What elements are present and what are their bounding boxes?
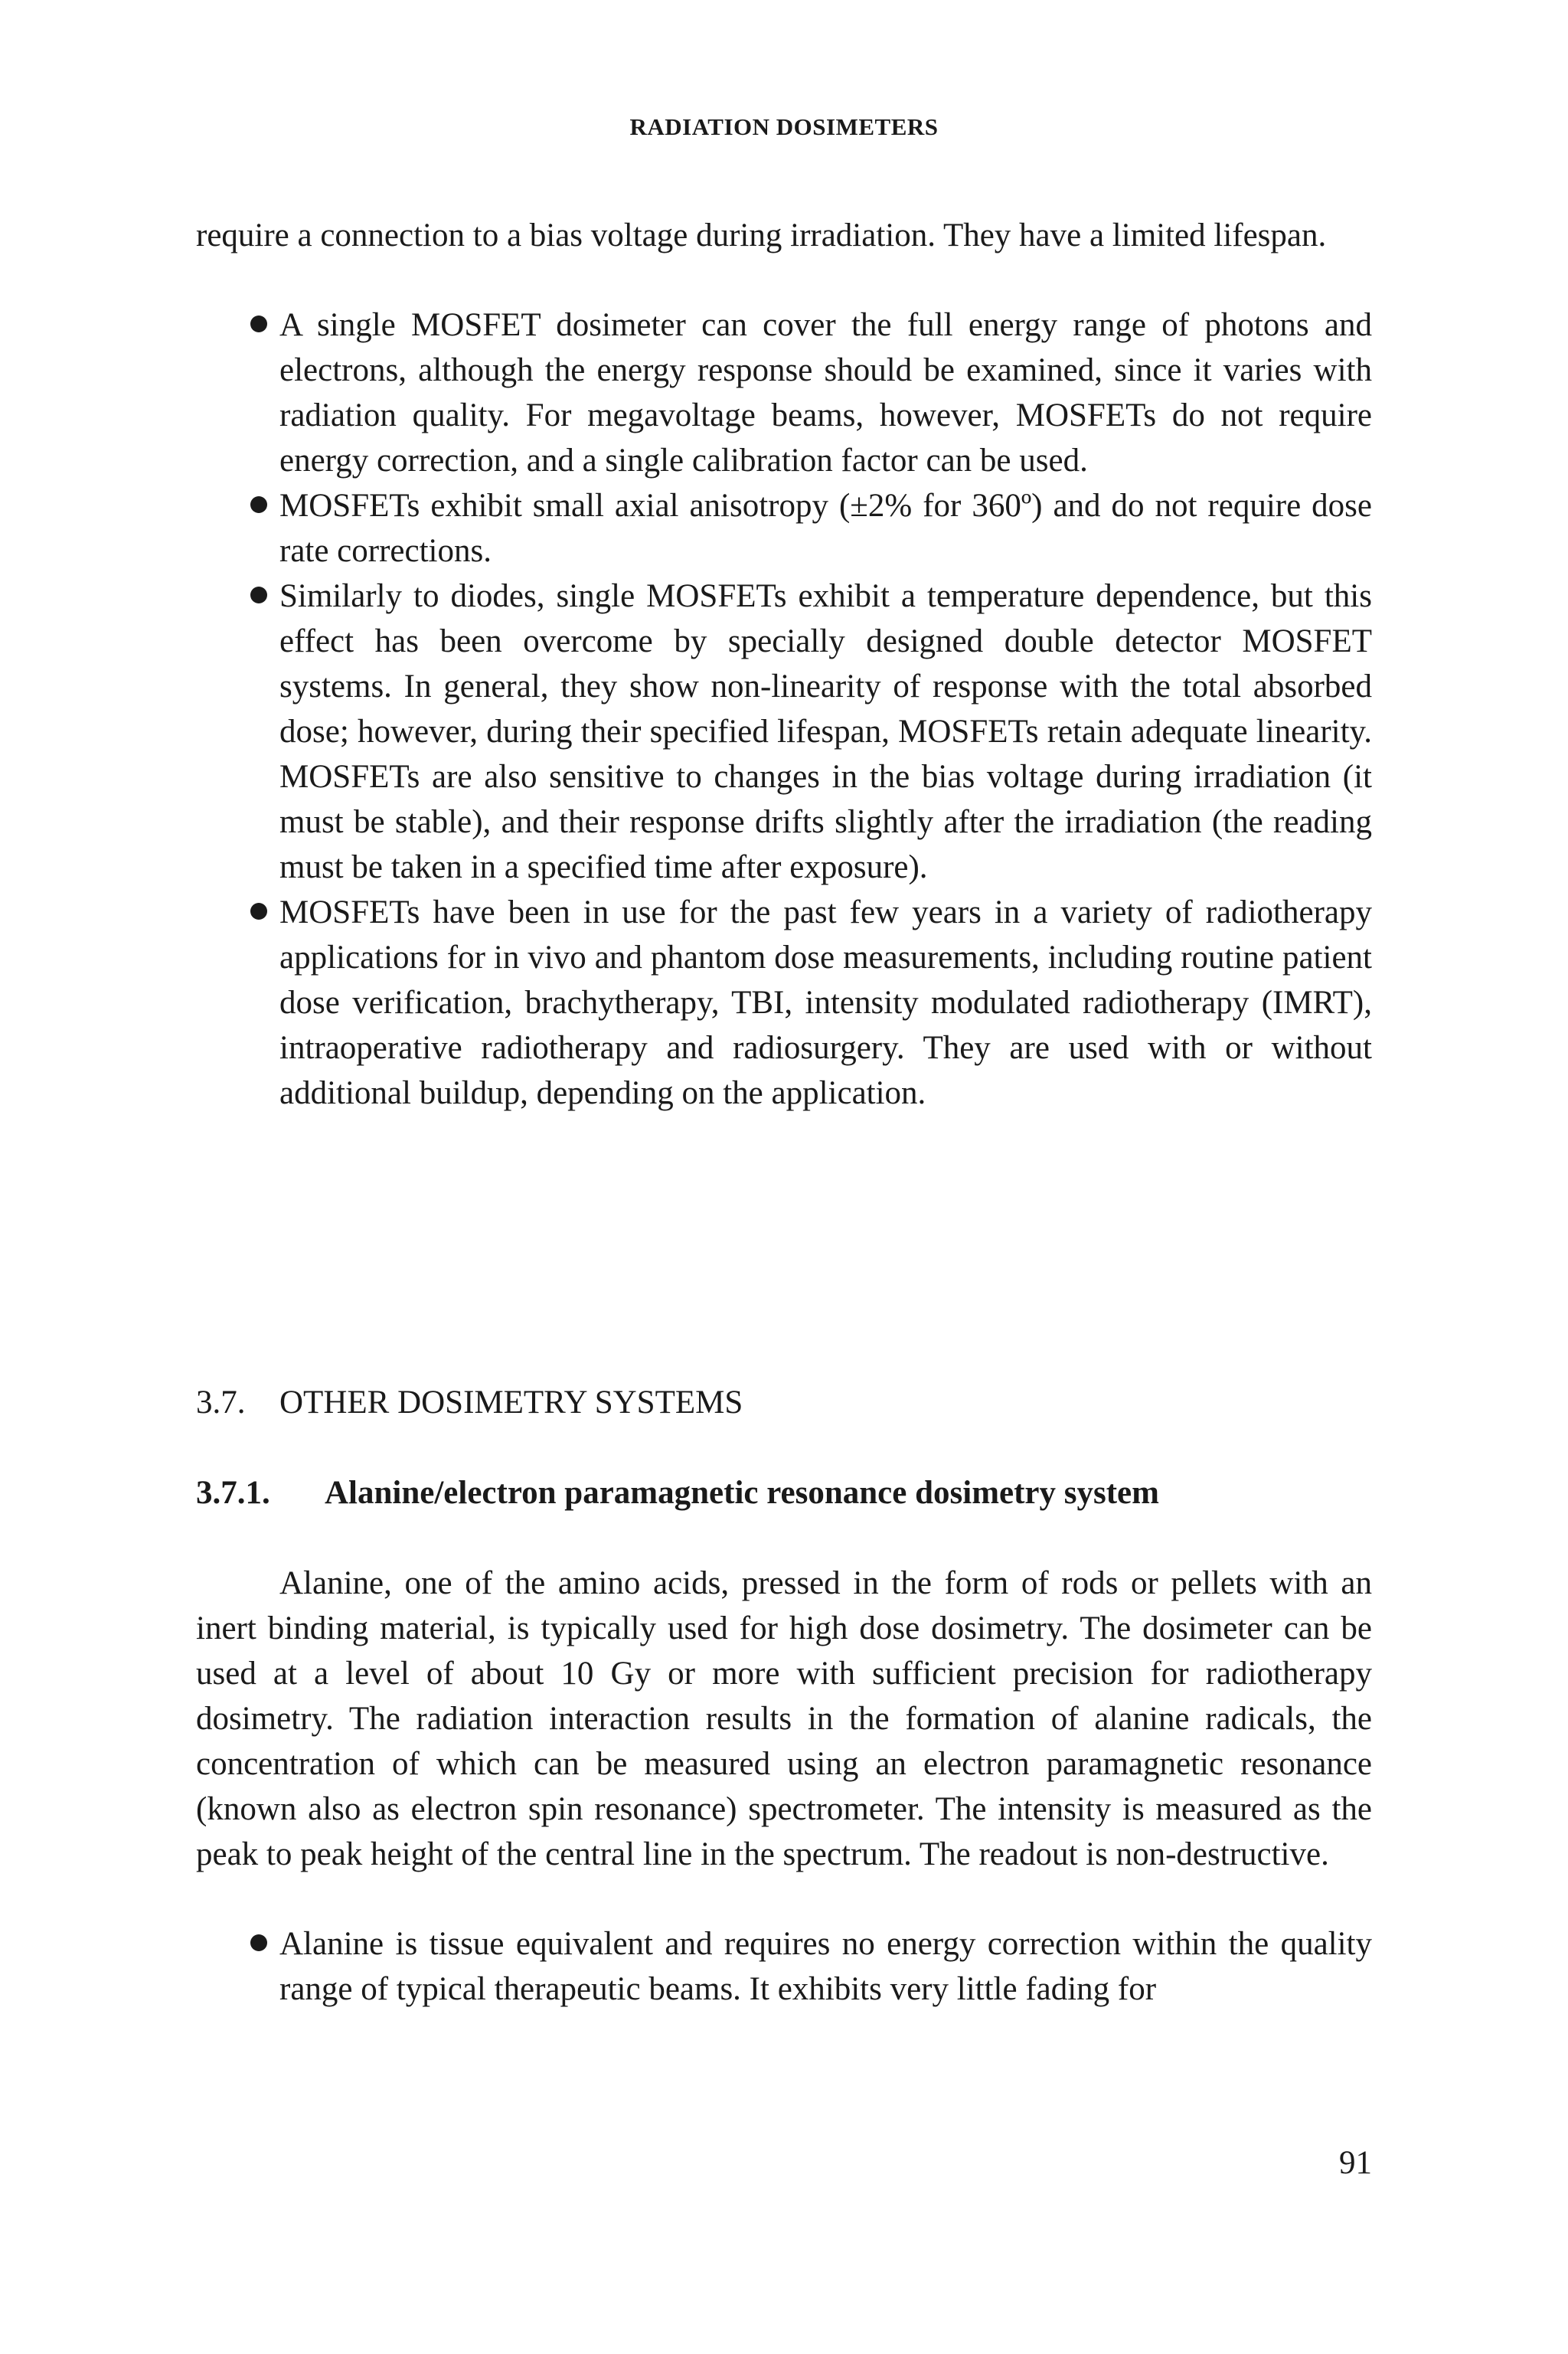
list-item	[196, 1921, 1372, 2012]
list-item	[196, 574, 1372, 890]
list-item-text: Similarly to diodes, single MOSFETs exhibit a temperature dependence, but this effect has been overcome by specially designed double detector MOSFET systems. In general, they show non-linearity of response with the total absorbed dose; however, during their specified lifespan, MOSFETs retain adequate linearity. MOSFETs are also sensitive to changes in the bias voltage during irradiation (it must be stable), and their response drifts slightly after the irradiation (the reading must be taken in a specified time after exposure).	[279, 578, 1372, 885]
list-item-text: MOSFETs have been in use for the past few years in a variety of radiotherapy applications for in vivo and phantom dose measurements, including routine patient dose verification, brachytherapy, TBI, intensity modulated radiotherapy (IMRT), intraoperative radiotherapy and radiosurgery. They are used with or without additional buildup, depending on the application.	[279, 894, 1372, 1111]
list-item	[196, 483, 1372, 574]
bullet-icon	[250, 587, 267, 603]
list-item	[196, 302, 1372, 483]
alanine-bullet-list	[196, 1921, 1372, 2012]
alanine-text-block	[196, 1561, 1372, 2012]
continuation-paragraph: require a connection to a bias voltage during irradiation. They have a limited lifespan.	[196, 217, 1327, 253]
alanine-paragraph: Alanine, one of the amino acids, pressed in the form of rods or pellets with an inert binding material, is typically used for high dose dosimetry. The dosimeter can be used at a level of about 10 Gy or more with sufficient precision for radiotherapy dosimetry. The radiation interaction results in the formation of alanine radicals, the concentration of which can be measured using an electron paramagnetic resonance (known also as electron spin resonance) spectrometer. The intensity is measured as the peak to peak height of the central line in the spectrum. The readout is non-destructive.	[196, 1565, 1372, 1872]
subsection-number: 3.7.1.	[196, 1475, 270, 1511]
list-item-text: MOSFETs exhibit small axial anisotropy (±2% for 360º) and do not require dose rate corrections.	[279, 488, 1372, 569]
bullet-icon	[250, 1934, 267, 1951]
subsection-heading	[196, 1470, 1159, 1515]
list-item-text: Alanine is tissue equivalent and requires no energy correction within the quality range of typical therapeutic beams. It exhibits very little fading for	[279, 1926, 1372, 2007]
bullet-icon	[250, 316, 267, 332]
list-item	[196, 890, 1372, 1116]
bullet-icon	[250, 903, 267, 920]
page-number: 91	[1339, 2145, 1372, 2181]
mosfet-text-block	[196, 213, 1372, 1116]
list-item-text: A single MOSFET dosimeter can cover the full energy range of photons and electrons, although the energy response should be examined, since it varies with radiation quality. For megavoltage beams, however, MOSFETs do not require energy correction, and a single calibration factor can be used.	[279, 307, 1372, 479]
section-title: OTHER DOSIMETRY SYSTEMS	[279, 1385, 743, 1421]
section-heading	[196, 1380, 743, 1425]
bullet-icon	[250, 496, 267, 513]
section-number: 3.7.	[196, 1385, 246, 1421]
mosfet-bullet-list	[196, 302, 1372, 1116]
running-head: RADIATION DOSIMETERS	[629, 113, 939, 140]
subsection-title: Alanine/electron paramagnetic resonance dosimetry system	[325, 1475, 1159, 1511]
